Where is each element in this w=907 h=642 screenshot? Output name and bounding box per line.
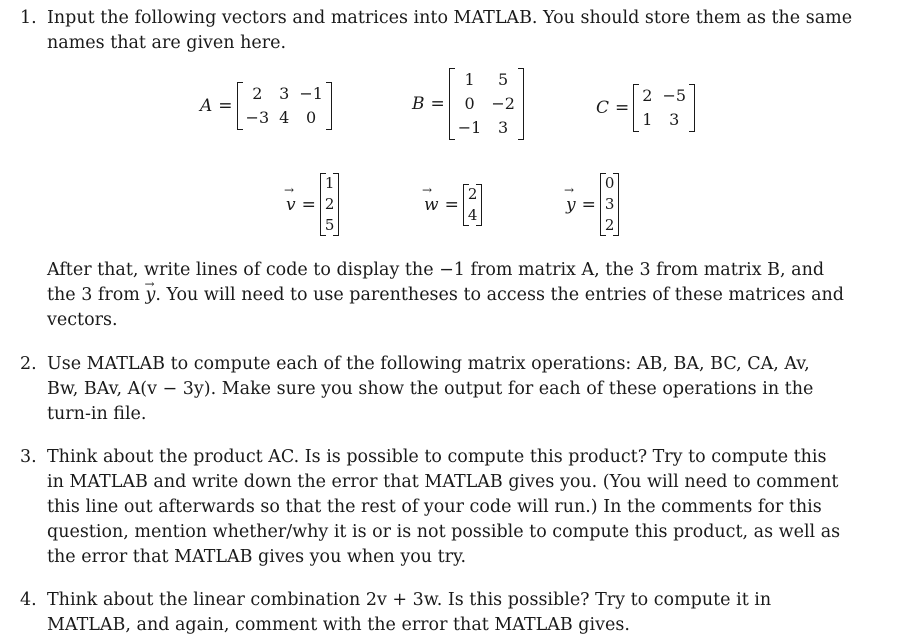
matrix-c-definition: C = 2 −5 1 3 <box>596 84 695 132</box>
vector-entry: 2 <box>604 216 615 234</box>
question-text-line: After that, write lines of code to display the −1 from matrix A, the 3 from matrix B, and <box>47 260 825 280</box>
vector-w <box>467 184 479 226</box>
matrix-entry: 5 <box>498 70 509 89</box>
question-number: 1. <box>20 8 37 28</box>
matrix-entry: −1 <box>299 84 323 103</box>
matrix-row <box>453 92 520 116</box>
vector-v <box>324 173 336 236</box>
vector-row <box>467 205 479 226</box>
vector-v-definition: v → = 1 2 5 <box>286 173 339 236</box>
vector-name: w → <box>424 195 439 215</box>
question-text-line: this line out afterwards so that the rest of your code will run.) In the comments for this <box>47 497 822 517</box>
matrix-entry: −3 <box>245 108 270 127</box>
question-text-line: Think about the product AC. Is is possible to compute this product? Try to compute this <box>47 447 827 467</box>
question-text-line: Bw, BAv, A(v − 3y). Make sure you show the output for each of these operations in the <box>47 379 814 399</box>
vector-row <box>324 194 336 215</box>
matrix-a-bracket <box>237 82 332 130</box>
vector-entry: 5 <box>324 216 335 234</box>
matrix-row <box>453 116 520 140</box>
vector-entry: 0 <box>604 174 615 192</box>
question-text-line: MATLAB, and again, comment with the error that MATLAB gives. <box>47 615 630 635</box>
vector-name: v → <box>286 195 296 215</box>
question-text-line: Use MATLAB to compute each of the following matrix operations: AB, BA, BC, CA, Av, <box>47 354 810 374</box>
matrix-entry: 4 <box>279 108 290 127</box>
matrix-entry: 2 <box>252 84 263 103</box>
vector-row <box>604 194 616 215</box>
matrix-entry: −5 <box>662 86 687 105</box>
question-text-line: Think about the linear combination 2v + 3w. Is this possible? Try to compute it in <box>47 590 772 610</box>
vector-entry: 2 <box>324 195 335 213</box>
matrix-name: A <box>200 96 213 116</box>
matrix-row <box>637 108 691 132</box>
vector-entry: 2 <box>467 185 478 203</box>
matrix-name: C <box>596 98 610 118</box>
question-text-line: the 3 from y →. You will need to use parentheses to access the entries of these matrices and <box>47 283 875 308</box>
matrix-entry: 3 <box>279 84 290 103</box>
matrix-c-bracket <box>633 84 695 132</box>
question-text-line: Input the following vectors and matrices into MATLAB. You should store them as the same <box>47 8 853 28</box>
question-text-line: in MATLAB and write down the error that MATLAB gives you. (You will need to comment <box>47 472 839 492</box>
question-text-line: the error that MATLAB gives you when you try. <box>47 547 467 567</box>
matrix-entry: −2 <box>491 94 515 113</box>
vector-entry: 1 <box>324 174 335 192</box>
vector-entry: 3 <box>604 195 615 213</box>
vector-row <box>604 173 616 194</box>
matrix-row <box>241 106 328 130</box>
matrix-b-definition: B = 1 5 0 −2 −1 3 <box>412 68 524 140</box>
question-text-line: vectors. <box>47 310 118 330</box>
vector-w-definition: w → = 2 4 <box>424 184 482 226</box>
question-number: 4. <box>20 590 37 610</box>
matrix-a-definition: A = 2 3 −1 −3 4 0 <box>200 82 332 130</box>
vector-y-definition: y → = 0 3 2 <box>566 173 619 236</box>
matrix-entry: 2 <box>642 86 653 105</box>
matrix-a <box>241 82 328 130</box>
vector-row <box>467 184 479 205</box>
matrix-row <box>453 68 520 92</box>
matrix-name: B <box>412 94 425 114</box>
matrix-c <box>637 84 691 132</box>
question-text-line: question, mention whether/why it is or is not possible to compute this product, as well as <box>47 522 841 542</box>
vector-row <box>324 215 336 236</box>
vector-w-bracket <box>463 184 483 226</box>
vector-row <box>324 173 336 194</box>
vector-name: y → <box>566 195 576 215</box>
matrix-entry: 1 <box>464 70 475 89</box>
matrix-entry: 1 <box>642 110 653 129</box>
question-number: 3. <box>20 447 37 467</box>
matrix-entry: 3 <box>669 110 680 129</box>
vector-symbol: y → <box>145 283 155 308</box>
matrix-row <box>241 82 328 106</box>
vector-y <box>604 173 616 236</box>
matrix-entry: 0 <box>306 108 317 127</box>
matrix-entry: 0 <box>464 94 475 113</box>
question-text-line: names that are given here. <box>47 33 287 53</box>
matrix-entry: −1 <box>457 118 482 137</box>
matrix-b <box>453 68 520 140</box>
question-number: 2. <box>20 354 37 374</box>
vector-row <box>604 215 616 236</box>
vector-entry: 4 <box>467 206 478 224</box>
vector-y-bracket <box>600 173 620 236</box>
matrix-row <box>637 84 691 108</box>
vector-v-bracket <box>320 173 340 236</box>
matrix-entry: 3 <box>498 118 509 137</box>
question-text-line: turn-in file. <box>47 404 147 424</box>
matrix-b-bracket <box>449 68 524 140</box>
